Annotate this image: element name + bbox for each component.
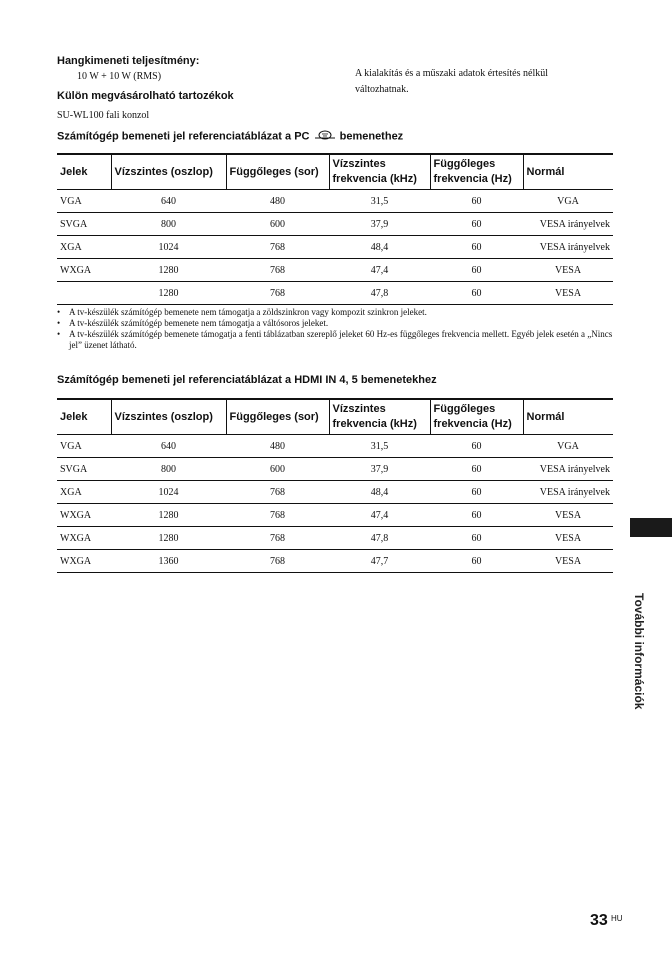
pc-input-icon	[315, 129, 335, 144]
table-cell: WXGA	[57, 259, 111, 282]
table-cell: 47,8	[329, 282, 430, 305]
table-cell: VESA	[523, 282, 613, 305]
table-cell: 31,5	[329, 435, 430, 458]
table-row	[57, 213, 613, 236]
table-cell: SVGA	[57, 458, 111, 481]
table-cell: VESA irányelvek	[523, 236, 613, 259]
table-cell: 1280	[111, 282, 226, 305]
note-item: • A tv-készülék számítógép bemenete nem támogatja a váltósoros jeleket.	[57, 318, 617, 329]
table-row	[57, 435, 613, 458]
notes-list	[57, 307, 617, 351]
column-header: Függőleges frekvencia (Hz)	[430, 154, 523, 190]
column-header: Függőleges (sor)	[226, 399, 329, 435]
table-cell: 768	[226, 550, 329, 573]
column-header: Jelek	[57, 154, 111, 190]
table-cell: VESA	[523, 550, 613, 573]
table-cell: 60	[430, 190, 523, 213]
table-cell: 37,9	[329, 213, 430, 236]
table-cell: 47,8	[329, 527, 430, 550]
table-cell: VESA	[523, 527, 613, 550]
table-cell: 480	[226, 190, 329, 213]
table-cell: 600	[226, 458, 329, 481]
pc-table-title	[57, 129, 403, 144]
accessories-value: SU-WL100 fali konzol	[57, 110, 150, 121]
table-cell: 480	[226, 435, 329, 458]
table-cell: 640	[111, 435, 226, 458]
page-language: HU	[611, 914, 623, 923]
table-cell: XGA	[57, 236, 111, 259]
table-cell: 60	[430, 504, 523, 527]
table-cell: 768	[226, 481, 329, 504]
table-cell: 47,4	[329, 259, 430, 282]
table-cell: 600	[226, 213, 329, 236]
table-cell: 60	[430, 481, 523, 504]
column-header: Vízszintes (oszlop)	[111, 399, 226, 435]
table-cell: 1024	[111, 236, 226, 259]
column-header: Normál	[523, 399, 613, 435]
table-row	[57, 259, 613, 282]
table-cell: 800	[111, 458, 226, 481]
table-cell: SVGA	[57, 213, 111, 236]
column-header: Függőleges frekvencia (Hz)	[430, 399, 523, 435]
table-cell: VGA	[523, 435, 613, 458]
table-cell: 60	[430, 550, 523, 573]
audio-output-heading: Hangkimeneti teljesítmény:	[57, 55, 200, 67]
table-cell: VGA	[57, 190, 111, 213]
table-cell: WXGA	[57, 527, 111, 550]
table-cell: 640	[111, 190, 226, 213]
table-row	[57, 481, 613, 504]
table-cell: 1360	[111, 550, 226, 573]
table-row	[57, 190, 613, 213]
table-cell: VESA	[523, 259, 613, 282]
column-header: Normál	[523, 154, 613, 190]
table-cell: VESA irányelvek	[523, 213, 613, 236]
table-cell: VESA	[523, 504, 613, 527]
table-cell: 768	[226, 504, 329, 527]
table-cell: 800	[111, 213, 226, 236]
table-cell: 37,9	[329, 458, 430, 481]
note-item: • A tv-készülék számítógép bemenete nem támogatja a zöldszinkron vagy kompozit szinkron jeleket.	[57, 307, 617, 318]
page-number: 33	[590, 912, 608, 929]
table-cell: 31,5	[329, 190, 430, 213]
column-header: Vízszintes frekvencia (kHz)	[329, 154, 430, 190]
table-cell	[57, 282, 111, 305]
table-cell: 48,4	[329, 236, 430, 259]
table-cell: 48,4	[329, 481, 430, 504]
pc-signal-table	[57, 153, 613, 305]
table-cell: 1024	[111, 481, 226, 504]
section-side-label: További információk	[632, 593, 646, 710]
table-cell: 47,4	[329, 504, 430, 527]
table-cell: 60	[430, 282, 523, 305]
table-cell: VGA	[57, 435, 111, 458]
table-cell: 60	[430, 236, 523, 259]
hdmi-signal-table	[57, 398, 613, 573]
table-row	[57, 504, 613, 527]
table-cell: VGA	[523, 190, 613, 213]
pc-table-title-suffix: bemenethez	[339, 130, 404, 143]
table-header-row	[57, 154, 613, 190]
accessories-heading: Külön megvásárolható tartozékok	[57, 90, 234, 102]
table-cell: 1280	[111, 504, 226, 527]
column-header: Vízszintes (oszlop)	[111, 154, 226, 190]
table-cell: VESA irányelvek	[523, 481, 613, 504]
table-cell: 60	[430, 527, 523, 550]
table-cell: 768	[226, 259, 329, 282]
table-cell: 1280	[111, 527, 226, 550]
table-cell: 60	[430, 213, 523, 236]
table-cell: 60	[430, 458, 523, 481]
table-row	[57, 236, 613, 259]
table-row	[57, 458, 613, 481]
table-row	[57, 527, 613, 550]
table-header-row	[57, 399, 613, 435]
table-cell: 768	[226, 282, 329, 305]
column-header: Vízszintes frekvencia (kHz)	[329, 399, 430, 435]
hdmi-table-title: Számítógép bemeneti jel referenciatáblázat a HDMI IN 4, 5 bemenetekhez	[57, 374, 437, 386]
table-cell: 60	[430, 259, 523, 282]
table-cell: WXGA	[57, 550, 111, 573]
table-cell: XGA	[57, 481, 111, 504]
table-row	[57, 550, 613, 573]
table-row	[57, 282, 613, 305]
table-cell: 60	[430, 435, 523, 458]
pc-table-title-text: Számítógép bemeneti jel referenciatáblázat a PC	[57, 130, 310, 143]
column-header: Függőleges (sor)	[226, 154, 329, 190]
spec-change-note: A kialakítás és a műszaki adatok értesítés nélkül változhatnak.	[355, 68, 548, 95]
table-cell: WXGA	[57, 504, 111, 527]
table-cell: 768	[226, 527, 329, 550]
table-cell: VESA irányelvek	[523, 458, 613, 481]
note-item: • A tv-készülék számítógép bemenete támogatja a fenti táblázatban szereplő jeleket 60 Hz-es függőleges frekvencia mellett. Egyéb jelek esetén a „Nincs jel” üzenet látható.	[57, 329, 617, 351]
table-cell: 1280	[111, 259, 226, 282]
column-header: Jelek	[57, 399, 111, 435]
section-tab-marker	[630, 518, 672, 537]
audio-output-value: 10 W + 10 W (RMS)	[77, 71, 162, 82]
table-cell: 47,7	[329, 550, 430, 573]
table-cell: 768	[226, 236, 329, 259]
